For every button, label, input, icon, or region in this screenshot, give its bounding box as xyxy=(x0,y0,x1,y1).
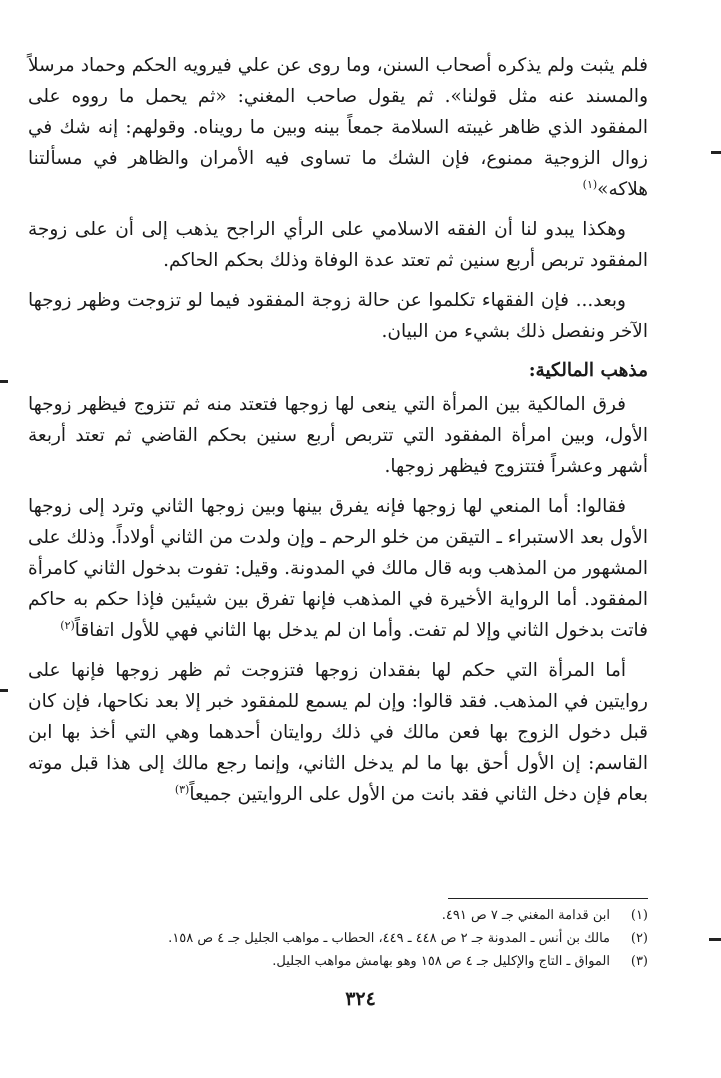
paragraph: فرق المالكية بين المرأة التي ينعى لها زوجها فتعتد منه ثم تتزوج فيظهر زوجها الأول، وبين امرأة المفقود التي تتربص أربع سنين بحكم القاضي ثم تعتد أربعة أشهر وعشراً فتتزوج فيظهر زوجها. xyxy=(28,394,648,477)
footnote xyxy=(68,927,648,950)
footnotes xyxy=(68,904,648,973)
footnote-ref: (١) xyxy=(582,177,598,191)
footnote-number: (٢) xyxy=(630,931,648,946)
footnote-number: (٣) xyxy=(630,954,648,969)
paragraph: وهكذا يبدو لنا أن الفقه الاسلامي على الرأي الراجح يذهب إلى أن على زوجة المفقود تربص أربع سنين ثم تعتد عدة الوفاة وذلك بحكم الحاكم. xyxy=(28,219,648,271)
paragraph: أما المرأة التي حكم لها بفقدان زوجها فتزوجت ثم ظهر زوجها فإنها على روايتين في المذهب. فقد قالوا: وإن لم يسمع للمفقود خبر إلا بعد نكاحها، فإن كان قبل دخول الزوج بها فعن مالك في ذلك روايتان أحدهما وهي التي أخذ بها ابن القاسم: إن الأول أحق بها ما لم يدخل الثاني، وإنما رجع مالك إلى هذا قبل موته بعام فإن دخل الثاني فقد بانت من الأول على الروايتين جميعاً$^{(٣)}$ xyxy=(28,660,648,805)
paragraph: وبعد... فإن الفقهاء تكلموا عن حالة زوجة المفقود فيما لو تزوجت وظهر زوجها الآخر ونفصل ذلك بشيء من البيان. xyxy=(28,290,648,342)
scan-edge-mark xyxy=(0,689,8,692)
footnote-text: ابن قدامة المغني جـ ٧ ص ٤٩١. xyxy=(441,908,610,923)
page-number: ٣٢٤ xyxy=(345,988,376,1010)
paragraph: فلم يثبت ولم يذكره أصحاب السنن، وما روى عن علي فيرويه الحكم وحماد مرسلاً والمسند عنه مثل قولنا». ثم يقول صاحب المغني: «ثم يحمل ما رووه على المفقود الذي ظاهر غيبته السلامة جمعاً بينه وبين ما رويناه. وقولهم: إنه شك في زوال الزوجية ممنوع، فإن الشك ما تساوى فيه الأمران والظاهر في مسألتنا هلاكه»$^{(١)}$ xyxy=(28,55,648,200)
page-body xyxy=(28,50,648,819)
scan-edge-mark xyxy=(0,380,8,383)
footnote xyxy=(68,904,648,927)
scan-edge-mark xyxy=(709,938,721,941)
scan-edge-mark xyxy=(711,151,721,154)
footnote-ref: (٣) xyxy=(174,782,190,796)
footnote-ref: (٢) xyxy=(60,618,75,632)
footnote-text: المواق ـ التاج والإكليل جـ ٤ ص ١٥٨ وهو بهامش مواهب الجليل. xyxy=(272,954,610,969)
footnote-text: مالك بن أنس ـ المدونة جـ ٢ ص ٤٤٨ ـ ٤٤٩، الحطاب ـ مواهب الجليل جـ ٤ ص ١٥٨. xyxy=(168,931,610,946)
paragraph: فقالوا: أما المنعي لها زوجها فإنه يفرق بينها وبين زوجها الثاني وترد إلى زوجها الأول بعد الاستبراء ـ التيقن من خلو الرحم ـ وإن ولدت من الثاني أولاداً. وذلك على المشهور من المذهب وبه قال مالك في المدونة. وقيل: تفوت بدخول الثاني كامرأة المفقود. أما الرواية الأخيرة في المذهب فإنها تفرق بين شيئين فإذا حكم به حاكم فاتت بدخول الثاني وإلا لم تفت. وأما ان لم يدخل بها الثاني فهي للأول اتفاقاً$^{(٢)}$ xyxy=(28,496,648,641)
footnote-divider xyxy=(448,898,648,899)
footnote xyxy=(68,950,648,973)
footnote-number: (١) xyxy=(630,908,648,923)
section-heading: مذهب المالكية: xyxy=(528,360,648,381)
